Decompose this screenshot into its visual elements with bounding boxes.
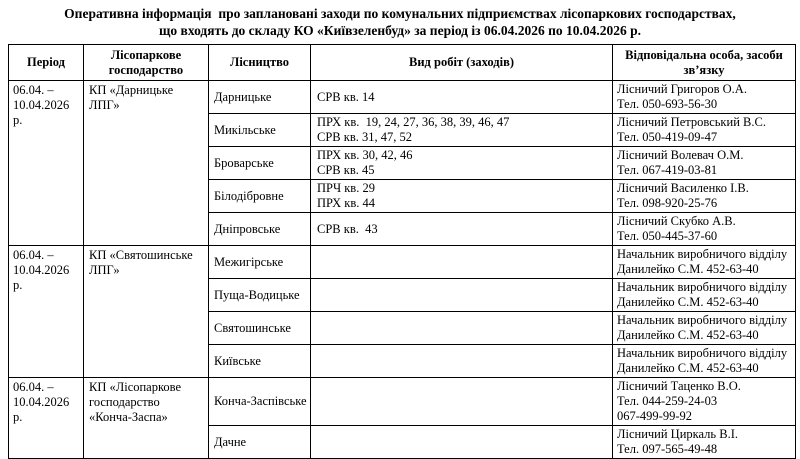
title-line-1: Оперативна інформація про заплановані заходи по комунальних підприємствах лісопаркових господарствах,: [64, 6, 736, 21]
farm-cell: КП «Святошинське ЛПГ»: [84, 246, 209, 378]
forestry-cell: Київське: [209, 345, 311, 378]
forestry-cell: Дачне: [209, 426, 311, 459]
works-line: ПРХ кв. 19, 24, 27, 36, 38, 39, 46, 47: [317, 115, 510, 129]
responsible-cell: [613, 81, 796, 114]
title-line-2: що входять до складу КО «Київзеленбуд» за період із 06.04.2026 по 10.04.2026 р.: [159, 23, 641, 38]
responsible-line: Данилейко С.М. 452-63-40: [617, 328, 759, 342]
works-line: СРВ кв. 45: [317, 163, 375, 177]
works-cell: [311, 312, 613, 345]
works-cell: [311, 345, 613, 378]
header-row: [9, 45, 796, 81]
table-row: [9, 378, 796, 426]
responsible-cell: [613, 114, 796, 147]
table-row: [9, 81, 796, 114]
period-cell: 06.04. – 10.04.2026 р.: [9, 246, 84, 378]
table-row: [9, 246, 796, 279]
farm-cell: КП «Лісопаркове господарство «Конча-Заспа»: [84, 378, 209, 459]
responsible-line: Тел. 097-565-49-48: [617, 442, 718, 456]
forestry-cell: Святошинське: [209, 312, 311, 345]
period-cell: 06.04. – 10.04.2026 р.: [9, 81, 84, 246]
responsible-line: Лісничий Петровський В.С.: [617, 115, 766, 129]
works-cell: [311, 378, 613, 426]
works-cell: [311, 147, 613, 180]
works-cell: [311, 180, 613, 213]
responsible-cell: [613, 426, 796, 459]
responsible-line: Лісничий Григоров О.А.: [617, 82, 747, 96]
responsible-cell: [613, 213, 796, 246]
works-line: ПРЧ кв. 29: [317, 181, 375, 195]
responsible-line: Данилейко С.М. 452-63-40: [617, 361, 759, 375]
works-line: СРВ кв. 14: [317, 89, 375, 104]
responsible-line: Тел. 050-693-56-30: [617, 97, 718, 111]
responsible-line: Лісничий Волевач О.М.: [617, 148, 744, 162]
responsible-line: Тел. 098-920-25-76: [617, 196, 718, 210]
col-header-responsible: Відповідальна особа, засоби зв’язку: [613, 45, 796, 81]
works-cell: [311, 426, 613, 459]
responsible-cell: [613, 180, 796, 213]
forestry-cell: Пуща-Водицьке: [209, 279, 311, 312]
works-cell: [311, 279, 613, 312]
forestry-cell: Микільське: [209, 114, 311, 147]
page-title: [0, 5, 800, 39]
col-header-farm: Лісопаркове господарство: [84, 45, 209, 81]
responsible-line: Начальник виробничого відділу: [617, 247, 788, 261]
responsible-line: Данилейко С.М. 452-63-40: [617, 295, 759, 309]
works-line: ПРХ кв. 30, 42, 46: [317, 148, 413, 162]
forestry-cell: Межигірське: [209, 246, 311, 279]
forestry-cell: Броварське: [209, 147, 311, 180]
works-line: СРВ кв. 31, 47, 52: [317, 130, 412, 144]
schedule-table: [8, 44, 796, 459]
works-cell: [311, 213, 613, 246]
responsible-line: Начальник виробничого відділу: [617, 280, 788, 294]
responsible-line: Тел. 067-419-03-81: [617, 163, 718, 177]
period-cell: 06.04. – 10.04.2026 р.: [9, 378, 84, 459]
responsible-line: Лісничий Таценко В.О.: [617, 379, 741, 393]
responsible-cell: [613, 345, 796, 378]
responsible-line: Тел. 050-445-37-60: [617, 229, 718, 243]
responsible-line: Лісничий Циркаль В.І.: [617, 427, 738, 441]
works-cell: [311, 81, 613, 114]
responsible-line: Данилейко С.М. 452-63-40: [617, 262, 759, 276]
works-line: СРВ кв. 43: [317, 221, 378, 236]
forestry-cell: Дарницьке: [209, 81, 311, 114]
responsible-cell: [613, 378, 796, 426]
works-cell: [311, 114, 613, 147]
forestry-cell: Дніпровське: [209, 213, 311, 246]
col-header-works: Вид робіт (заходів): [311, 45, 613, 81]
col-header-forestry: Лісництво: [209, 45, 311, 81]
responsible-line: Начальник виробничого відділу: [617, 313, 788, 327]
responsible-line: Лісничий Скубко А.В.: [617, 214, 736, 228]
works-line: ПРХ кв. 44: [317, 196, 375, 210]
responsible-line: Лісничий Василенко І.В.: [617, 181, 749, 195]
responsible-line: Тел. 044-259-24-03: [617, 394, 718, 408]
farm-cell: КП «Дарницьке ЛПГ»: [84, 81, 209, 246]
responsible-cell: [613, 312, 796, 345]
responsible-line: Начальник виробничого відділу: [617, 346, 788, 360]
responsible-cell: [613, 279, 796, 312]
forestry-cell: Конча-Заспівське: [209, 378, 311, 426]
works-cell: [311, 246, 613, 279]
responsible-line: 067-499-99-92: [617, 409, 692, 423]
responsible-line: Тел. 050-419-09-47: [617, 130, 718, 144]
forestry-cell: Білодібровне: [209, 180, 311, 213]
responsible-cell: [613, 246, 796, 279]
responsible-cell: [613, 147, 796, 180]
col-header-period: Період: [9, 45, 84, 81]
